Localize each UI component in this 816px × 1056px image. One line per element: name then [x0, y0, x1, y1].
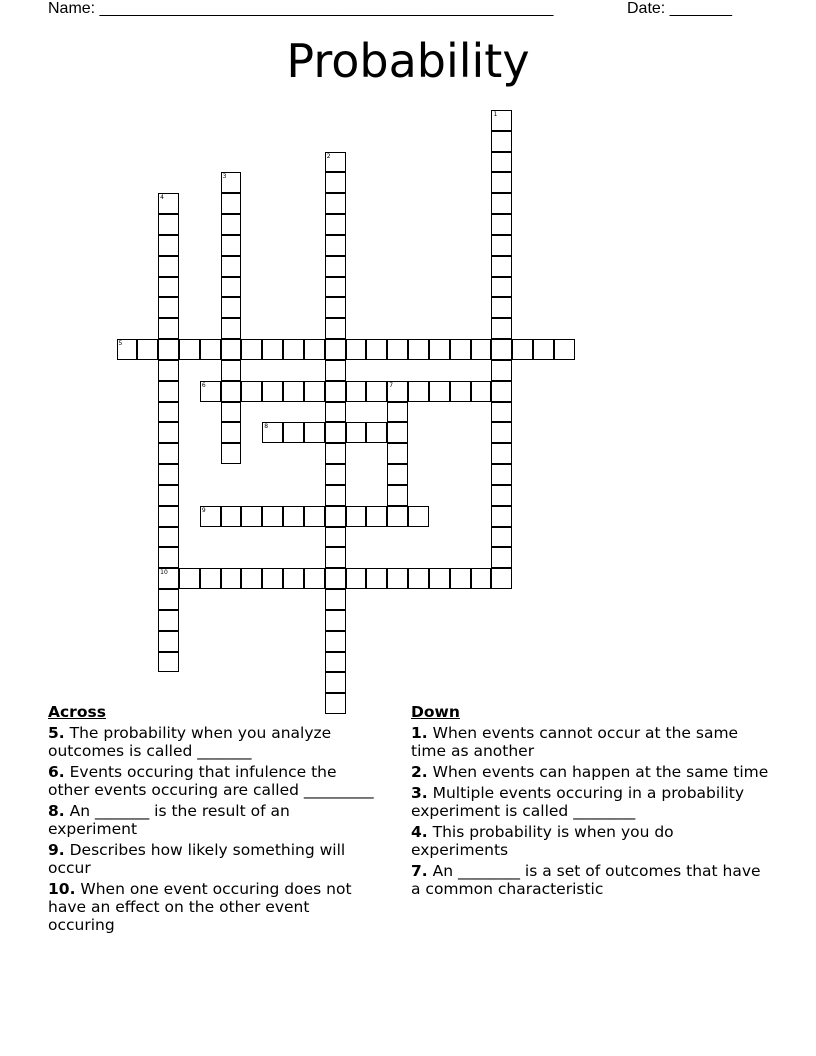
across-clue [48, 763, 378, 799]
crossword-cell[interactable] [200, 339, 221, 360]
crossword-cell[interactable] [346, 339, 367, 360]
crossword-cell[interactable] [471, 381, 492, 402]
crossword-cell[interactable] [325, 568, 346, 589]
clue-number: 8 [264, 423, 269, 431]
crossword-cell[interactable] [491, 464, 512, 485]
crossword-cell[interactable] [221, 297, 242, 318]
crossword-cell[interactable] [325, 339, 346, 360]
crossword-cell[interactable] [450, 339, 471, 360]
crossword-cell[interactable] [158, 610, 179, 631]
crossword-cell[interactable] [366, 422, 387, 443]
crossword-cell[interactable] [450, 568, 471, 589]
crossword-cell[interactable] [158, 214, 179, 235]
crossword-cell[interactable] [450, 381, 471, 402]
clue-text: When one event occuring does not have an effect on the other event occuring [48, 880, 352, 934]
crossword-cell[interactable] [325, 589, 346, 610]
crossword-cell[interactable] [158, 235, 179, 256]
down-clue [411, 784, 771, 820]
clue-text: When events cannot occur at the same time as another [411, 724, 739, 760]
crossword-cell[interactable] [325, 256, 346, 277]
crossword-cell[interactable] [325, 277, 346, 298]
crossword-cell[interactable] [221, 443, 242, 464]
crossword-cell[interactable] [325, 610, 346, 631]
crossword-cell[interactable] [491, 443, 512, 464]
crossword-cell[interactable] [408, 506, 429, 527]
crossword-cell[interactable] [283, 339, 304, 360]
crossword-cell[interactable] [325, 631, 346, 652]
across-clue [48, 880, 378, 934]
crossword-cell[interactable] [158, 506, 179, 527]
crossword-cell[interactable] [158, 193, 179, 214]
crossword-cell[interactable] [325, 672, 346, 693]
crossword-cell[interactable] [387, 381, 408, 402]
clue-number: 4 [160, 194, 164, 202]
clue-text: When events can happen at the same time [427, 763, 769, 781]
crossword-cell[interactable] [158, 297, 179, 318]
crossword-cell[interactable] [491, 360, 512, 381]
crossword-cell[interactable] [241, 339, 262, 360]
crossword-cell[interactable] [387, 506, 408, 527]
crossword-cell[interactable] [366, 381, 387, 402]
crossword-cell[interactable] [304, 339, 325, 360]
crossword-cell[interactable] [158, 589, 179, 610]
crossword-cell[interactable] [200, 506, 221, 527]
crossword-cell[interactable] [221, 381, 242, 402]
crossword-cell[interactable] [262, 339, 283, 360]
crossword-cell[interactable] [429, 568, 450, 589]
crossword-cell[interactable] [366, 506, 387, 527]
clue-text: Multiple events occuring in a probability experiment is called ________ [411, 784, 745, 820]
clue-text: An _______ is the result of an experiment [48, 802, 290, 838]
across-clue [48, 841, 378, 877]
crossword-cell[interactable] [158, 256, 179, 277]
crossword-cell[interactable] [325, 235, 346, 256]
crossword-cell[interactable] [387, 464, 408, 485]
crossword-cell[interactable] [158, 360, 179, 381]
clue-number: 7 [389, 381, 394, 389]
crossword-cell[interactable] [158, 402, 179, 423]
crossword-cell[interactable] [491, 193, 512, 214]
clue-number: 2 [326, 152, 331, 160]
crossword-cell[interactable] [387, 485, 408, 506]
crossword-cell[interactable] [262, 506, 283, 527]
crossword-cell[interactable] [158, 631, 179, 652]
crossword-cell[interactable] [158, 464, 179, 485]
crossword-cell[interactable] [408, 568, 429, 589]
crossword-cell[interactable] [221, 568, 242, 589]
crossword-cell[interactable] [491, 297, 512, 318]
crossword-cell[interactable] [179, 339, 200, 360]
crossword-cell[interactable] [283, 422, 304, 443]
crossword-cell[interactable] [179, 568, 200, 589]
crossword-cell[interactable] [304, 422, 325, 443]
crossword-cell[interactable] [325, 547, 346, 568]
clue-number-label: 2. [411, 763, 428, 781]
crossword-cell[interactable] [429, 381, 450, 402]
crossword-cell[interactable] [325, 652, 346, 673]
crossword-cell[interactable] [325, 360, 346, 381]
crossword-cell[interactable] [408, 339, 429, 360]
crossword-cell[interactable] [283, 506, 304, 527]
crossword-cell[interactable] [325, 443, 346, 464]
crossword-cell[interactable] [533, 339, 554, 360]
crossword-cell[interactable] [491, 402, 512, 423]
crossword-cell[interactable] [158, 422, 179, 443]
crossword-cell[interactable] [221, 318, 242, 339]
clue-number-label: 7. [411, 862, 428, 880]
crossword-cell[interactable] [491, 568, 512, 589]
crossword-cell[interactable] [387, 443, 408, 464]
crossword-cell[interactable] [241, 568, 262, 589]
crossword-cell[interactable] [325, 172, 346, 193]
crossword-cell[interactable] [429, 339, 450, 360]
crossword-cell[interactable] [325, 297, 346, 318]
clue-number: 5 [118, 340, 123, 348]
name-field-label: Name: ___________________________________________________ [48, 0, 554, 17]
across-heading: Across [48, 703, 106, 721]
crossword-cell[interactable] [304, 506, 325, 527]
crossword-cell[interactable] [408, 381, 429, 402]
crossword-cell[interactable] [158, 443, 179, 464]
crossword-cell[interactable] [304, 381, 325, 402]
clue-number-label: 10. [48, 880, 76, 898]
clue-number-label: 8. [48, 802, 65, 820]
crossword-cell[interactable] [471, 339, 492, 360]
crossword-cell[interactable] [387, 568, 408, 589]
clue-number-label: 9. [48, 841, 65, 859]
crossword-cell[interactable] [387, 339, 408, 360]
crossword-cell[interactable] [325, 193, 346, 214]
crossword-cell[interactable] [158, 568, 179, 589]
crossword-cell[interactable] [158, 485, 179, 506]
crossword-cell[interactable] [491, 547, 512, 568]
crossword-cell[interactable] [117, 339, 138, 360]
crossword-cell[interactable] [325, 506, 346, 527]
crossword-cell[interactable] [491, 422, 512, 443]
crossword-cell[interactable] [512, 339, 533, 360]
crossword-cell[interactable] [262, 381, 283, 402]
crossword-cell[interactable] [221, 193, 242, 214]
crossword-cell[interactable] [491, 214, 512, 235]
clue-text: The probability when you analyze outcomes is called _______ [48, 724, 332, 760]
clue-number-label: 4. [411, 823, 428, 841]
across-clue [48, 802, 378, 838]
crossword-cell[interactable] [491, 256, 512, 277]
clue-number: 1 [493, 111, 498, 118]
crossword-cell[interactable] [221, 235, 242, 256]
crossword-cell[interactable] [200, 568, 221, 589]
crossword-cell[interactable] [221, 277, 242, 298]
across-list [48, 724, 378, 934]
crossword-cell[interactable] [366, 568, 387, 589]
crossword-cell[interactable] [325, 152, 346, 173]
crossword-cell[interactable] [491, 485, 512, 506]
crossword-cell[interactable] [491, 506, 512, 527]
crossword-cell[interactable] [158, 339, 179, 360]
crossword-cell[interactable] [325, 422, 346, 443]
crossword-cell[interactable] [137, 339, 158, 360]
crossword-cell[interactable] [200, 381, 221, 402]
clue-number: 9 [201, 506, 206, 514]
crossword-cell[interactable] [304, 568, 325, 589]
crossword-cell[interactable] [221, 256, 242, 277]
crossword-cell[interactable] [283, 381, 304, 402]
crossword-cell[interactable] [241, 506, 262, 527]
crossword-cell[interactable] [262, 422, 283, 443]
crossword-cell[interactable] [325, 381, 346, 402]
down-clue [411, 862, 771, 898]
crossword-cell[interactable] [158, 381, 179, 402]
clue-number-label: 6. [48, 763, 65, 781]
crossword-cell[interactable] [325, 485, 346, 506]
down-list [411, 724, 771, 898]
down-clue [411, 763, 771, 781]
crossword-cell[interactable] [221, 214, 242, 235]
crossword-cell[interactable] [221, 422, 242, 443]
clue-number-label: 5. [48, 724, 65, 742]
crossword-cell[interactable] [325, 402, 346, 423]
crossword-cell[interactable] [325, 318, 346, 339]
crossword-cell[interactable] [221, 172, 242, 193]
down-clue [411, 724, 771, 760]
crossword-cell[interactable] [346, 422, 367, 443]
down-heading: Down [411, 703, 460, 721]
crossword-cell[interactable] [366, 339, 387, 360]
crossword-cell[interactable] [491, 172, 512, 193]
crossword-cell[interactable] [491, 339, 512, 360]
crossword-cell[interactable] [387, 402, 408, 423]
crossword-cell[interactable] [283, 568, 304, 589]
crossword-cell[interactable] [491, 318, 512, 339]
down-clue [411, 823, 771, 859]
crossword-cell[interactable] [158, 527, 179, 548]
crossword-cell[interactable] [158, 652, 179, 673]
crossword-cell[interactable] [346, 506, 367, 527]
crossword-cell[interactable] [491, 235, 512, 256]
crossword-cell[interactable] [491, 277, 512, 298]
crossword-cell[interactable] [158, 547, 179, 568]
clue-text: Describes how likely something will occur [48, 841, 346, 877]
crossword-cell[interactable] [346, 381, 367, 402]
clue-number-label: 1. [411, 724, 428, 742]
crossword-cell[interactable] [471, 568, 492, 589]
date-field-label: Date: _______ [627, 0, 732, 17]
crossword-cell[interactable] [325, 464, 346, 485]
crossword-cell[interactable] [241, 381, 262, 402]
crossword-cell[interactable] [491, 381, 512, 402]
clue-number: 6 [201, 381, 206, 389]
crossword-cell[interactable] [491, 527, 512, 548]
crossword-cell[interactable] [325, 527, 346, 548]
crossword-cell[interactable] [491, 152, 512, 173]
page-title: Probability [286, 34, 530, 88]
across-clues [48, 703, 378, 937]
clue-number-label: 3. [411, 784, 428, 802]
crossword-cell[interactable] [221, 360, 242, 381]
crossword-cell[interactable] [221, 339, 242, 360]
crossword-cell[interactable] [158, 277, 179, 298]
clue-text: This probability is when you do experiments [411, 823, 674, 859]
crossword-cell[interactable] [221, 506, 242, 527]
crossword-cell[interactable] [491, 131, 512, 152]
crossword-cell[interactable] [221, 402, 242, 423]
crossword-cell[interactable] [346, 568, 367, 589]
crossword-cell[interactable] [491, 110, 512, 131]
crossword-cell[interactable] [262, 568, 283, 589]
across-clue [48, 724, 378, 760]
clue-number: 10 [160, 569, 168, 577]
crossword-cell[interactable] [554, 339, 575, 360]
crossword-cell[interactable] [158, 318, 179, 339]
crossword-cell[interactable] [325, 214, 346, 235]
crossword-cell[interactable] [387, 422, 408, 443]
clue-number: 3 [222, 173, 227, 181]
clue-text: An ________ is a set of outcomes that have a common characteristic [411, 862, 761, 898]
clue-text: Events occuring that infulence the other events occuring are called _________ [48, 763, 374, 799]
down-clues [411, 703, 771, 901]
